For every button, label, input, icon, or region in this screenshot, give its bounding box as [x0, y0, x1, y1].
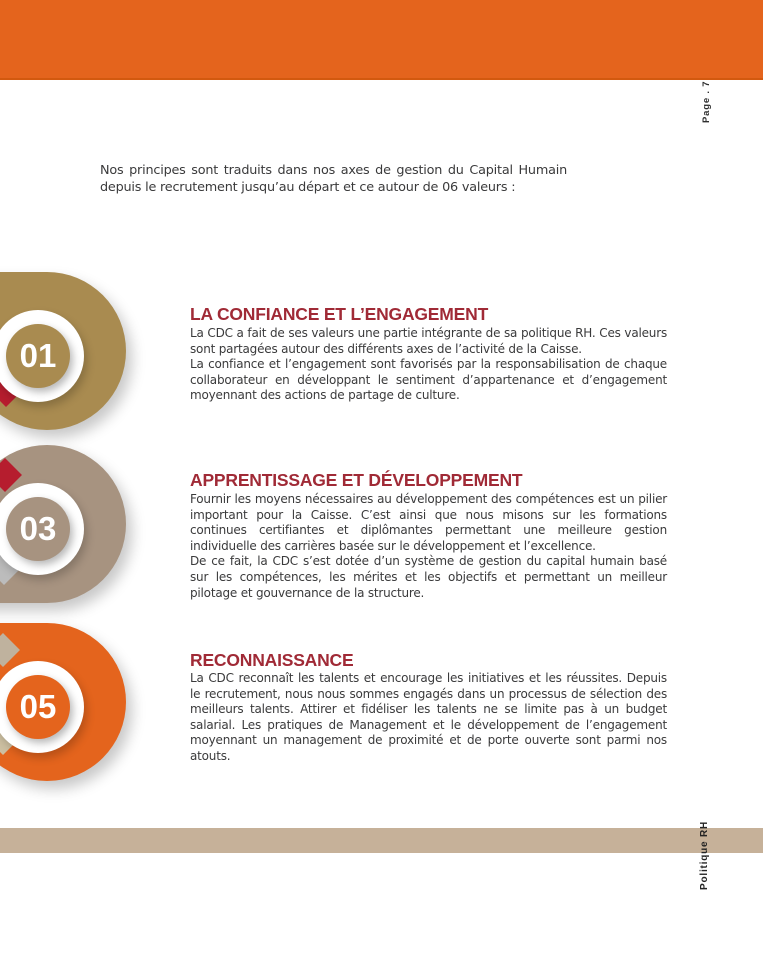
header-band: [0, 0, 763, 80]
badge-number: 01: [6, 324, 70, 388]
value-badge-01: [0, 272, 126, 430]
section-body-reconnaissance: [190, 671, 667, 765]
section-body-confiance: [190, 326, 667, 404]
bottom-tan-band: [0, 828, 763, 853]
politique-rh-label: Politique RH: [699, 820, 710, 890]
badge-number: 05: [6, 675, 70, 739]
section-paragraph: La confiance et l’engagement sont favorisés par la responsabilisation de chaque collaborateur en développant le sentiment d’appartenance et d’engagement moyennant des actions de partage de culture.: [190, 357, 667, 403]
section-paragraph: La CDC reconnaît les talents et encourage les initiatives et les réussites. Depuis le recrutement, nous nous sommes engagés dans un processus de sélection des meilleurs talents. Attirer et fidéliser les talents ne se limite pas à un budget salarial. Les pratiques de Management et le développement de l’engagement moyennant un management de proximité et de porte ouverte sont parmi nos atouts.: [190, 671, 667, 763]
value-badge-03: [0, 445, 126, 603]
section-paragraph: La CDC a fait de ses valeurs une partie intégrante de sa politique RH. Ces valeurs sont partagées autour des différents axes de l’activité de la Caisse.: [190, 326, 667, 356]
page-number-label: Page . 7: [701, 80, 712, 123]
section-title-apprentissage: APPRENTISSAGE ET DÉVELOPPEMENT: [190, 470, 523, 490]
value-badge-05: [0, 623, 126, 781]
section-title-reconnaissance: RECONNAISSANCE: [190, 650, 354, 670]
section-paragraph: De ce fait, la CDC s’est dotée d’un système de gestion du capital humain basé sur les compétences, les mérites et les objectifs et permettant un meilleur pilotage et gouvernance de la structure.: [190, 554, 667, 600]
badge-number: 03: [6, 497, 70, 561]
section-paragraph: Fournir les moyens nécessaires au développement des compétences est un pilier important pour la Caisse. C’est ainsi que nous misons sur les formations continues certifiantes et diplômantes permettant une meilleure gestion individuelle des carrières basée sur le développement et l’excellence.: [190, 492, 667, 553]
section-body-apprentissage: [190, 492, 667, 601]
section-title-confiance: LA CONFIANCE ET L’ENGAGEMENT: [190, 304, 489, 324]
intro-paragraph: Nos principes sont traduits dans nos axes de gestion du Capital Humain depuis le recrutement jusqu’au départ et ce autour de 06 valeurs :: [100, 163, 567, 195]
